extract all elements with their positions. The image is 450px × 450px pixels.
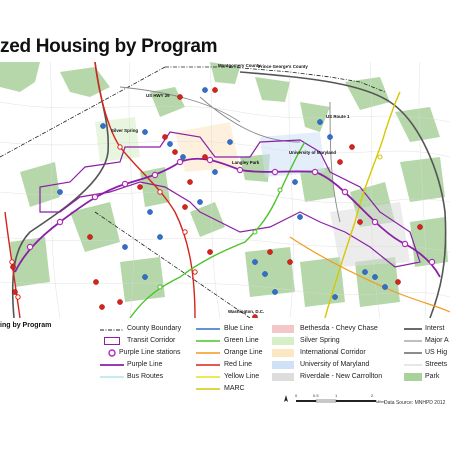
legend-yellow-line: Yellow Line bbox=[224, 373, 260, 380]
streets-symbol bbox=[404, 363, 422, 367]
label-us-route-1: US Route 1 bbox=[326, 114, 350, 119]
legend-international-corridor: International Corridor bbox=[300, 349, 366, 356]
park-swatch bbox=[404, 373, 422, 381]
scale-unit: Miles bbox=[376, 399, 386, 404]
legend-green-line: Green Line bbox=[224, 337, 259, 344]
legend-blue-line: Blue Line bbox=[224, 325, 254, 332]
legend-title: ing by Program bbox=[0, 322, 52, 329]
bethesda-swatch bbox=[272, 325, 294, 333]
label-langley-park: Langley Park bbox=[232, 160, 260, 165]
label-washington-dc: Washington, D.C. bbox=[228, 309, 265, 314]
transit-corridor-symbol bbox=[104, 337, 120, 345]
us-highway-symbol bbox=[404, 351, 422, 355]
map-title: zed Housing by Program bbox=[0, 36, 218, 57]
map-canvas[interactable] bbox=[0, 62, 450, 318]
legend-major-arterial: Major A bbox=[425, 337, 449, 344]
data-source-credit: Data Source: MNHPD 2012 bbox=[384, 400, 446, 406]
legend-us-highway: US Hig bbox=[425, 349, 448, 356]
international-corridor-swatch bbox=[272, 349, 294, 357]
legend-bethesda-chevy-chase: Bethesda - Chevy Chase bbox=[300, 325, 378, 332]
scale-tick-0-5: 0.5 bbox=[313, 393, 319, 398]
legend-bus-routes: Bus Routes bbox=[127, 373, 164, 380]
legend-streets: Streets bbox=[425, 361, 448, 368]
legend-silver-spring: Silver Spring bbox=[300, 337, 340, 344]
legend-red-line: Red Line bbox=[224, 361, 253, 368]
label-prince-georges-county: Prince George's County bbox=[258, 64, 308, 69]
legend-purple-line-stations: Purple Line stations bbox=[119, 349, 181, 356]
legend bbox=[0, 318, 450, 410]
legend-university-of-maryland: University of Maryland bbox=[300, 361, 370, 368]
silver-spring-swatch bbox=[272, 337, 294, 345]
legend-riverdale-new-carrollton: Riverdale - New Carrollton bbox=[300, 373, 383, 380]
legend-orange-line: Orange Line bbox=[224, 349, 263, 356]
bus-routes-symbol bbox=[100, 375, 124, 379]
label-us-hwy-29: US HWY 29 bbox=[146, 93, 170, 98]
umd-swatch bbox=[272, 361, 294, 369]
blue-line-symbol bbox=[196, 327, 220, 331]
label-university-of-maryland: University of Maryland bbox=[289, 150, 337, 155]
scale-tick-1: 1 bbox=[335, 393, 338, 398]
green-line-symbol bbox=[196, 339, 220, 343]
purple-line-symbol bbox=[100, 363, 124, 367]
legend-interstate: Interst bbox=[425, 325, 445, 332]
yellow-line-symbol bbox=[196, 375, 220, 379]
legend-county-boundary: County Boundary bbox=[127, 325, 182, 332]
legend-purple-line: Purple Line bbox=[127, 361, 163, 368]
county-boundary-symbol bbox=[100, 327, 124, 333]
orange-line-symbol bbox=[196, 351, 220, 355]
red-line-symbol bbox=[196, 363, 220, 367]
major-arterial-symbol bbox=[404, 339, 422, 343]
interstate-symbol bbox=[404, 327, 422, 331]
scale-tick-2: 2 bbox=[371, 393, 374, 398]
legend-park: Park bbox=[425, 373, 440, 380]
label-silver-spring: Silver Spring bbox=[111, 128, 139, 133]
scale-tick-0: 0 bbox=[295, 393, 298, 398]
scale-bar bbox=[282, 393, 386, 411]
riverdale-swatch bbox=[272, 373, 294, 381]
label-montgomery-county: Montgomery County bbox=[218, 63, 261, 68]
legend-transit-corridor: Transit Corridor bbox=[127, 337, 176, 344]
marc-symbol bbox=[196, 387, 220, 391]
legend-marc: MARC bbox=[224, 385, 245, 392]
purple-line-station-icon bbox=[108, 349, 116, 357]
